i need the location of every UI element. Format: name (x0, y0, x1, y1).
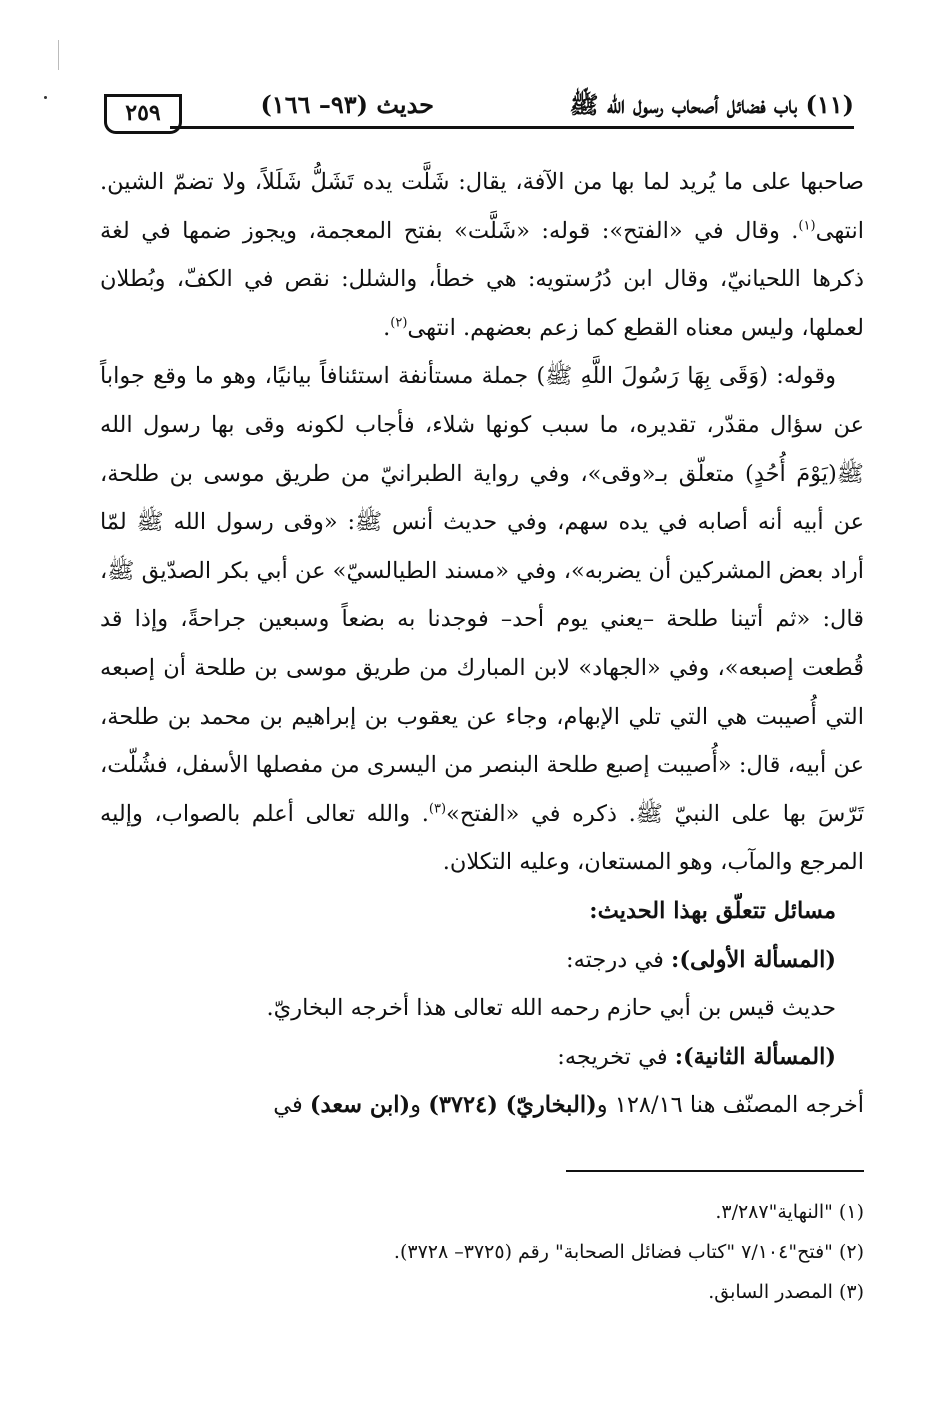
question-title: في تخريجه: (557, 1043, 675, 1070)
scan-mark (58, 40, 59, 70)
header-rule (170, 126, 854, 129)
paragraph (100, 352, 864, 887)
main-text (100, 158, 864, 1130)
running-head: (١١) باب فضائل أصحاب رسول الله ﷺ (569, 90, 854, 119)
scan-mark (44, 96, 47, 99)
text-run: . (383, 314, 391, 341)
text-run: أخرجه المصنّف هنا ١٢٨/١٦ و (596, 1092, 864, 1119)
question-label: (المسألة الأولى): (671, 946, 836, 973)
hadith-range: حديث (٩٣– ١٦٦) (260, 90, 434, 119)
footnote-ref: (٣) (428, 801, 447, 817)
source-ref: (البخاريّ) (٣٧٢٤) (428, 1092, 597, 1119)
text-run: في (273, 1092, 310, 1119)
question-title: في درجته: (566, 946, 672, 973)
paragraph (100, 1081, 864, 1130)
footnote-ref: (٢) (390, 315, 408, 331)
page-number: ٢٥٩ (104, 94, 182, 134)
question-label: (المسألة الثانية): (674, 1043, 836, 1070)
footnote-ref: (١) (798, 218, 816, 234)
text-run: . والله تعالى أعلم بالصواب، وإليه المرجع والمآب، وهو المستعان، وعليه التكلان. (100, 800, 864, 876)
text-run: و (410, 1092, 429, 1119)
question-1 (100, 936, 864, 985)
footnote: (١) "النهاية"٣/٢٨٧. (715, 1201, 864, 1223)
footnote: (٣) المصدر السابق. (708, 1281, 864, 1303)
text-run: . وقال في «الفتح»: قوله: «شَلَّت» بفتح المعجمة، ويجوز ضمها في لغة ذكرها اللحيانيّ، وقال ابن دُرُستويه: هي خطأ، والشلل: نقص في الكفّ، وبُطلان لعملها، وليس معناه القطع كما زعم بعضهم. انتهى (100, 217, 864, 341)
paragraph (100, 158, 864, 352)
paragraph: حديث قيس بن أبي حازم رحمه الله تعالى هذا أخرجه البخاريّ. (266, 995, 836, 1022)
section-heading: مسائل تتعلّق بهذا الحديث: (589, 897, 836, 924)
question-2 (100, 1033, 864, 1082)
footnote: (٢) "فتح"٧/١٠٤ "كتاب فضائل الصحابة" رقم (٣٧٢٥– ٣٧٢٨). (393, 1241, 864, 1263)
source-ref: (ابن سعد) (309, 1092, 411, 1119)
footnotes (100, 1192, 864, 1312)
text-run: صاحبها على ما يُريد لما بها من الآفة، يقال: شَلَّت يده تَشَلُّ شَلَلاً، ولا تضمّ الشين. انتهى (100, 169, 864, 244)
footnote-rule (566, 1170, 864, 1172)
text-run: وقوله: (وَقَى بِهَا رَسُولَ اللَّهِ ﷺ) جملة مستأنفة استئنافاً بيانيًا، وهو ما وقع جواباً عن سؤال مقدّر، تقديره، ما سبب كونها شلاء، فأجاب لكونه وقى بها رسول الله ﷺ(يَوْمَ أُحُدٍ) متعلّق بـ«وقى»، وفي رواية الطبرانيّ من طريق موسى بن طلحة، عن أبيه أنه أصابه في يده سهم، وفي حديث أنس ﷺ: «وقى رسول الله ﷺ لمّا أراد بعض المشركين أن يضربه»، وفي «مسند الطيالسيّ» عن أبي بكر الصدّيق ﷺ، قال: «ثم أتينا طلحة –يعني يوم أحد– فوجدنا به بضعاً وسبعين جراحةً، وإذا قد قُطعت إصبعه»، وفي «الجهاد» لابن المبارك من طريق موسى بن طلحة أن إصبعه التي أُصيبت هي التي تلي الإبهام، وجاء عن يعقوب بن إبراهيم بن محمد بن طلحة، عن أبيه، قال: «أُصيبت إصبع طلحة البنصر من اليسرى من مفصلها الأسفل، فشُلّت، تَرّسَ بها على النبيّ ﷺ. ذكره في «الفتح» (100, 363, 864, 827)
